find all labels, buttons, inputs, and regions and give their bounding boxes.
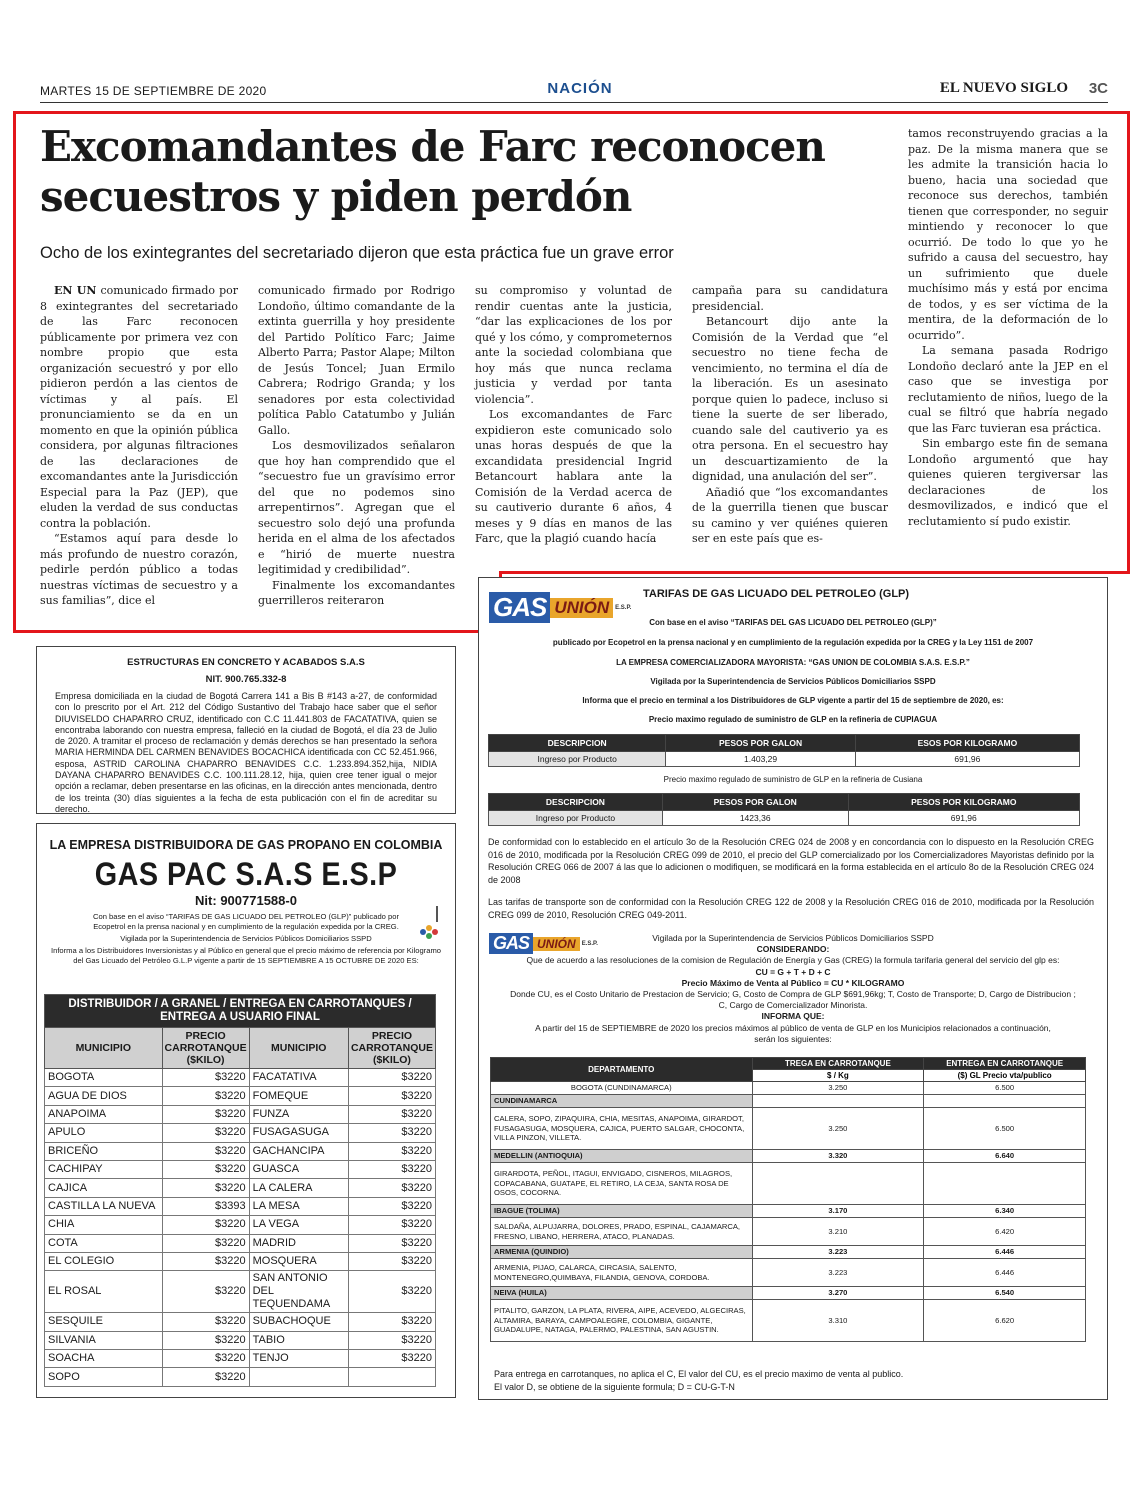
- table-row: [45, 1350, 436, 1368]
- paragraph: Betancourt dijo ante la Comisión de la Verdad que “el secuestro no tiene fecha de vencimiento, no termina el día de la liberación. Es un asesinato porque quien lo padece, incluso si tiene la suerte de ser liberado, cuando sale del cautiverio ya es otra persona. En el secuestro hay un descuartizamiento de la dignidad, una anulación del ser”.: [692, 315, 888, 483]
- price-cell: 6.446: [924, 1259, 1086, 1287]
- table-row: [45, 1313, 436, 1331]
- article-column-3: [475, 283, 672, 547]
- legal-notice-box: [36, 646, 456, 814]
- paragraph: campaña para su candidatura presidencial.: [692, 284, 888, 313]
- department-cell: ARMENIA (QUINDIO): [491, 1246, 753, 1259]
- municipio-cell: EL ROSAL: [45, 1271, 163, 1313]
- price-cell: [924, 1095, 1086, 1108]
- price-cell: $3220: [162, 1350, 249, 1368]
- table-row: [491, 1300, 1086, 1342]
- table-row: [45, 1087, 436, 1105]
- price-cell: 3.270: [752, 1287, 924, 1300]
- glp-line-1: Con base en el aviso “TARIFAS DEL GAS LICUADO DEL PETROLEO (GLP)”: [649, 618, 937, 627]
- municipio-cell: SOACHA: [45, 1350, 163, 1368]
- masthead-section: NACIÓN: [547, 80, 613, 97]
- glp-line-2: publicado por Ecopetrol en la prensa nacional y en cumplimiento de la regulación expedida por la CREG y la Ley 1151 de 2007: [552, 638, 1034, 647]
- municipio-cell: APULO: [45, 1124, 163, 1142]
- department-cell: MEDELLIN (ANTIOQUIA): [491, 1150, 753, 1163]
- price-cell: 3.250: [752, 1082, 924, 1095]
- municipio-cell: SUBACHOQUE: [249, 1313, 348, 1331]
- table-row: [491, 1163, 1086, 1205]
- masthead-paper: EL NUEVO SIGLO: [939, 80, 1068, 96]
- glp-line-3: LA EMPRESA COMERCIALIZADORA MAYORISTA: “GAS UNION DE COLOMBIA S.A.S. E.S.P.”: [616, 658, 970, 667]
- table-row: [491, 1259, 1086, 1287]
- price-cell: $3220: [162, 1368, 249, 1386]
- price-cell: $3220: [348, 1271, 435, 1313]
- price-cell: 3.170: [752, 1205, 924, 1218]
- department-cell: GIRARDOTA, PEÑOL, ITAGUI, ENVIGADO, CISNEROS, MILAGROS, COPACABANA, GUATAPE, EL RETIRO, LA CEJA, SANTA ROSA DE OSOS, COCORNA.: [491, 1163, 753, 1205]
- table-row: [491, 1095, 1086, 1108]
- notice-title: ESTRUCTURAS EN CONCRETO Y ACABADOS S.A.S: [127, 657, 365, 668]
- price-cell: $3220: [162, 1160, 249, 1178]
- price-cell: $3220: [348, 1142, 435, 1160]
- price-cell: [924, 1163, 1086, 1205]
- department-cell: BOGOTA (CUNDINAMARCA): [491, 1082, 753, 1095]
- municipio-cell: ANAPOIMA: [45, 1105, 163, 1123]
- municipio-cell: FOMEQUE: [249, 1087, 348, 1105]
- glp-line-6: Precio maximo regulado de suministro de GLP en la refineria de CUPIAGUA: [648, 715, 938, 724]
- masthead-page: 3C: [1088, 80, 1108, 97]
- price-cell: $3220: [348, 1350, 435, 1368]
- table-row: [45, 1216, 436, 1234]
- table-row: [45, 1234, 436, 1252]
- paragraph: Añadió que “los excomandantes de la guerrilla tienen que buscar su camino y ver quiénes quieren ser en este país que es-: [692, 485, 888, 545]
- price-cell: 6.420: [924, 1218, 1086, 1246]
- glp-footnote: Para entrega en carrotanques, no aplica el C, El valor del CU, es el precio maximo de venta al publico. El valor D, se obtiene de la siguiente formula; D = CU-G-T-N: [494, 1369, 904, 1392]
- masthead-rule: [40, 102, 1108, 103]
- municipio-cell: GACHANCIPA: [249, 1142, 348, 1160]
- municipio-cell: SAN ANTONIO DEL TEQUENDAMA: [249, 1271, 348, 1313]
- municipio-cell: AGUA DE DIOS: [45, 1087, 163, 1105]
- gaspac-table-title: DISTRIBUIDOR / A GRANEL / ENTREGA EN CARROTANQUES / ENTREGA A USUARIO FINAL: [45, 995, 436, 1028]
- municipio-cell: CAJICA: [45, 1179, 163, 1197]
- price-cell: $3220: [348, 1252, 435, 1270]
- price-cell: $3220: [348, 1234, 435, 1252]
- price-cell: $3220: [162, 1252, 249, 1270]
- column-header-municipio: MUNICIPIO: [45, 1028, 163, 1069]
- table-row: [491, 1287, 1086, 1300]
- table-row: [45, 1160, 436, 1178]
- municipio-cell: BRICEÑO: [45, 1142, 163, 1160]
- price-cell: 3.210: [752, 1218, 924, 1246]
- glp-paragraph-1: De conformidad con lo establecido en el artículo 3o de la Resolución CREG 024 de 2008 y en concordancia con lo dispuesto en la Resolución CREG 016 de 2010, modificada por la Resolución CREG 099 de 2010, el precio del GLP comercializado por los Comercializadores Mayoristas definido por la Resolución CREG 066 de 2007 á las que lo adicionen o modifiquen, se modificará en la forma establecida en el artículo 8o de la Resolución CREG 024 de 2008: [488, 837, 1094, 885]
- gas-union-logo: GAS UNIÓN E.S.P.: [489, 592, 631, 623]
- paragraph: comunicado firmado por Rodrigo Londoño, último comandante de la extinta guerrilla y hoy presidente del Partido Político Farc; Jaime Alberto Parra; Pastor Alape; Milton de Jesús Toncel; Juan Ermilo Cabrera; Rodrigo Granda; y los senadores por esta colectividad política Pablo Catatumbo y Julián Gallo.: [258, 284, 455, 437]
- gaspac-text-3: Informa a los Distribuidores Inversionistas y al Público en general que el precio máximo de referencia por Kilogramo del Gas Licuado del Petróleo G.L.P vigente a partir de 15 SEPTIEMBRE A 15 OCTUBRE DE 2020 ES:: [50, 946, 441, 965]
- table-row: [45, 1331, 436, 1349]
- department-cell: IBAGUE (TOLIMA): [491, 1205, 753, 1218]
- price-cell: $3220: [162, 1234, 249, 1252]
- department-cell: SALDAÑA, ALPUJARRA, DOLORES, PRADO, ESPINAL, CAJAMARCA, FRESNO, LIBANO, HERRERA, ATACO, PLANADAS.: [491, 1218, 753, 1246]
- price-cell: $3220: [162, 1331, 249, 1349]
- price-cell: 6.500: [924, 1108, 1086, 1150]
- price-cell: $3220: [162, 1087, 249, 1105]
- price-cell: $3220: [348, 1069, 435, 1087]
- department-cell: NEIVA (HUILA): [491, 1287, 753, 1300]
- price-cell: $3220: [162, 1105, 249, 1123]
- municipio-cell: TENJO: [249, 1350, 348, 1368]
- municipio-cell: LA VEGA: [249, 1216, 348, 1234]
- price-cell: $3220: [162, 1216, 249, 1234]
- column-header-precio: PRECIO CARROTANQUE ($KILO): [348, 1028, 435, 1069]
- municipio-cell: COTA: [45, 1234, 163, 1252]
- price-cell: $3220: [348, 1160, 435, 1178]
- table-row: [491, 1218, 1086, 1246]
- article-subhead: Ocho de los exintegrantes del secretariado dijeron que esta práctica fue un grave error: [40, 244, 674, 262]
- price-cell: 3.250: [752, 1108, 924, 1150]
- price-cell: $3393: [162, 1197, 249, 1215]
- paragraph: su compromiso y voluntad de rendir cuentas ante la justicia, “dar las explicaciones de los por qué y los cómo, y comprometernos ante la sociedad colombiana que hoy más que nunca reclama justicia y verdad por tanta violencia”.: [475, 284, 672, 406]
- price-cell: 6.446: [924, 1246, 1086, 1259]
- price-cell: 3.320: [752, 1150, 924, 1163]
- municipio-cell: MADRID: [249, 1234, 348, 1252]
- municipio-cell: [249, 1368, 348, 1386]
- price-cell: $3220: [348, 1313, 435, 1331]
- price-cell: $3220: [162, 1313, 249, 1331]
- municipio-cell: MOSQUERA: [249, 1252, 348, 1270]
- municipio-cell: TABIO: [249, 1331, 348, 1349]
- price-cell: [752, 1095, 924, 1108]
- municipio-cell: SOPO: [45, 1368, 163, 1386]
- gaspac-ad-box: [36, 823, 456, 1398]
- price-cell: $3220: [162, 1069, 249, 1087]
- municipio-cell: BOGOTA: [45, 1069, 163, 1087]
- municipio-cell: FUSAGASUGA: [249, 1124, 348, 1142]
- glp-title: TARIFAS DE GAS LICUADO DEL PETROLEO (GLP): [643, 588, 910, 600]
- paragraph: La semana pasada Rodrigo Londoño declaró ante la JEP en el caso que se investiga por reclutamiento de niños, luego de la cual se filtró que habría negado que las Farc tuvieran esa práctica.: [908, 344, 1108, 435]
- price-cell: $3220: [162, 1271, 249, 1313]
- price-cell: $3220: [162, 1179, 249, 1197]
- column-header-municipio: MUNICIPIO: [249, 1028, 348, 1069]
- price-cell: 6.340: [924, 1205, 1086, 1218]
- paragraph: tamos reconstruyendo gracias a la paz. De la misma manera que se les admite la transición hacia lo bueno, hacia una sociedad que reconoce sus derechos, también tienen que corresponder, no seguir mintiendo y reconocer lo que ocurrió. De todo lo que yo he sufrido a causa del secuestro, hay un sufrimiento que duele muchísimo más y está por encima de todos, y es ser víctima de la mentira, de la deformación de lo ocurrido”.: [908, 127, 1108, 342]
- article-column-2: [258, 283, 455, 609]
- cupiagua-price-table: DESCRIPCION PESOS POR GALON ESOS POR KILOGRAMO Ingreso por Producto 1.403,29 691,96: [488, 734, 1080, 767]
- price-cell: $3220: [348, 1216, 435, 1234]
- department-cell: CALERA, SOPO, ZIPAQUIRA, CHIA, MESITAS, ANAPOIMA, GIRARDOT, FUSAGASUGA, MOSQUERA, CAJICA, PUERTO SALGAR, CHOCONTA, VILLA PINZON, VILLETA.: [491, 1108, 753, 1150]
- table-row: [491, 1205, 1086, 1218]
- table-row: [491, 1150, 1086, 1163]
- gaspac-price-table: [44, 994, 436, 1387]
- department-price-table: DEPARTAMENTO TREGA EN CARROTANQUE ENTREGA EN CARROTANQUE $ / Kg ($) GL Precio vta/publico BOGOTA (CUNDINAMARCA) 3.250 6.500 CUNDINAMARCA CALERA, SOPO, ZIPAQUIRA, CHIA, MESITAS, ANAPOIMA, GIRARDOT, FUSAGASUGA, MOSQUERA, CAJICA, PUERTO SALGAR, CHOCONTA, VILLA PINZON, VILLETA. 3.250 6.500 MEDELLIN (ANTIOQUIA) 3.320 6.640 GIRARDOTA, PEÑOL, ITAGUI, ENVIGADO, CISNEROS, MILAGROS, COPACABANA, GUATAPE, EL RETIRO, LA CEJA, SANTA ROSA DE OSOS, COCORNA. IBAGUE (TOLIMA) 3.170 6.340 SALDAÑA, ALPUJARRA, DOLORES, PRADO, ESPINAL, CAJAMARCA, FRESNO, LIBANO, HERRERA, ATACO, PLANADAS. 3.210 6.420 ARMENIA (QUINDIO) 3.223 6.446 ARMENIA, PIJAO, CALARCA, CIRCASIA, SALENTO, MONTENEGRO,QUIMBAYA, FILANDIA, GENOVA, CORDOBA. 3.223 6.446 NEIVA (HUILA) 3.270 6.540 PITALITO, GARZON, LA PLATA, RIVERA, AIPE, ACEVEDO, ALGECIRAS, ALTAMIRA, BARAYA, CAMPOALEGRE, COLOMBIA, GIGANTE, GUADALUPE, NATAGA, PALERMO, PALESTINA, SAN AGUSTIN. 3.310 6.620: [490, 1057, 1086, 1342]
- table-row: [45, 1105, 436, 1123]
- price-cell: 3.223: [752, 1246, 924, 1259]
- municipio-cell: CACHIPAY: [45, 1160, 163, 1178]
- table-row: [491, 1108, 1086, 1150]
- gaspac-text-2: Vigilada por la Superintendencia de Servicios Públicos Domiciliarios SSPD: [120, 934, 372, 943]
- paragraph: Finalmente los excomandantes guerrilleros reiteraron: [258, 578, 455, 607]
- price-cell: $3220: [348, 1087, 435, 1105]
- table-row: [45, 1252, 436, 1270]
- price-cell: [348, 1368, 435, 1386]
- paragraph: Los excomandantes de Farc expidieron este comunicado solo unas horas después de que la excandidata presidencial Ingrid Betancourt hablara ante la Comisión de la Verdad acerca de su cautiverio durante 6 años, 4 meses y 9 días en manos de las Farc, que la plagió cuando hacía: [475, 408, 672, 545]
- municipio-cell: EL COLEGIO: [45, 1252, 163, 1270]
- price-cell: $3220: [348, 1331, 435, 1349]
- municipio-cell: CASTILLA LA NUEVA: [45, 1197, 163, 1215]
- municipio-cell: FUNZA: [249, 1105, 348, 1123]
- glp-paragraph-2: Las tarifas de transporte son de conformidad con la Resolución CREG 122 de 2008 y la Resolución CREG 016 de 2010, modificada por la Resolución CREG 099 de 2010, Resolución CREG 049-2011.: [488, 897, 1094, 920]
- paragraph: “Estamos aquí para desde lo más profundo de nuestro corazón, pedirle perdón público a todas nuestras víctimas de secuestro y a sus familias”, dice el: [40, 532, 238, 607]
- municipio-cell: CHIA: [45, 1216, 163, 1234]
- article-column-5: [908, 126, 1108, 529]
- paragraph: Los desmovilizados señalaron que hoy han comprendido que el “secuestro fue un gravísimo error del que no podemos sino arrepentirnos”. Agregan que el secuestro solo dejó una profunda herida en el alma de los afectados e “hirió de muerte nuestra legitimidad y credibilidad”.: [258, 439, 455, 576]
- table-row: [45, 1368, 436, 1386]
- municipio-cell: LA CALERA: [249, 1179, 348, 1197]
- department-cell: PITALITO, GARZON, LA PLATA, RIVERA, AIPE, ACEVEDO, ALGECIRAS, ALTAMIRA, BARAYA, CAMPOALEGRE, COLOMBIA, GIGANTE, GUADALUPE, NATAGA, PALERMO, PALESTINA, SAN AGUSTIN.: [491, 1300, 753, 1342]
- price-cell: $3220: [348, 1124, 435, 1142]
- table-row: [491, 1246, 1086, 1259]
- supervision-logo-icon: [415, 906, 441, 942]
- gaspac-nit: Nit: 900771588-0: [195, 893, 297, 908]
- department-cell: ARMENIA, PIJAO, CALARCA, CIRCASIA, SALENTO, MONTENEGRO,QUIMBAYA, FILANDIA, GENOVA, CORDOBA.: [491, 1259, 753, 1287]
- notice-body: Empresa domiciliada en la ciudad de Bogotá Carrera 141 a Bis B #143 a-27, de conformidad con lo prescrito por el Art. 212 del Código Sustantivo del Trabajo hace saber que el señor DIUVISELDO CHAPARRO CRUZ, identificado con C.C 11.441.803 de FACATATIVA, quien se encontraba laborando con nuestra empresa, falleció en la ciudad de Bogotá, el día 23 de Julio de 2020. A tramitar el proceso de reclamación y demás derechos se han presentado la señora MARIA HERMINDA DEL CARMEN BENAVIDES BOCACHICA identificada con CC 52.451.966, esposa, ASTRID CAROLINA CHAPARRO BENAVIDES C.C. 1.233.894.352,hija, NIDIA DAYANA CHAPARRO BENAVIDES C.C. 100.111.28.12, hija, quien cree tener igual o mejor opción a reclamar, deben presentarse en las oficinas, en la dirección antes mencionada, dentro de los treinta (30) días siguientes a la fecha de esta publicación con el fin de acreditar su derecho.: [55, 691, 437, 814]
- price-cell: $3220: [162, 1142, 249, 1160]
- column-header-precio: PRECIO CARROTANQUE ($KILO): [162, 1028, 249, 1069]
- municipio-cell: FACATATIVA: [249, 1069, 348, 1087]
- masthead-date: MARTES 15 DE SEPTIEMBRE DE 2020: [40, 84, 267, 98]
- department-cell: CUNDINAMARCA: [491, 1095, 753, 1108]
- price-cell: $3220: [348, 1179, 435, 1197]
- table-row: [45, 1069, 436, 1087]
- price-cell: $3220: [162, 1124, 249, 1142]
- price-cell: [752, 1163, 924, 1205]
- cusiana-price-table: DESCRIPCION PESOS POR GALON PESOS POR KILOGRAMO Ingreso por Producto 1423,36 691,96: [488, 793, 1080, 826]
- price-cell: 3.223: [752, 1259, 924, 1287]
- gaspac-name: GAS PAC S.A.S E.S.P: [94, 856, 398, 892]
- price-cell: 6.640: [924, 1150, 1086, 1163]
- table-row: [45, 1179, 436, 1197]
- price-cell: 6.540: [924, 1287, 1086, 1300]
- table-row: [45, 1197, 436, 1215]
- gaspac-heading: LA EMPRESA DISTRIBUIDORA DE GAS PROPANO EN COLOMBIA: [49, 838, 443, 852]
- glp-line-4: Vigilada por la Superintendencia de Servicios Públicos Domiciliarios SSPD: [650, 677, 936, 686]
- price-cell: 6.500: [924, 1082, 1086, 1095]
- table-row: [491, 1082, 1086, 1095]
- glp-line-7: Precio maximo regulado de suministro de GLP en la refineria de Cusiana: [663, 775, 923, 784]
- municipio-cell: SILVANIA: [45, 1331, 163, 1349]
- table-row: [45, 1271, 436, 1313]
- municipio-cell: SESQUILE: [45, 1313, 163, 1331]
- glp-tariffs-box: [478, 577, 1108, 1400]
- lead-words: EN UN: [54, 284, 97, 297]
- article-headline: Excomandantes de Farc reconocen secuestros y piden perdón: [40, 122, 825, 221]
- glp-considerando-block: Vigilada por la Superintendencia de Servicios Públicos Domiciliarios SSPD CONSIDERANDO: Que de acuerdo a las resoluciones de la comision de Regulación de Energía y Gas (CREG) la formula tarifaria general del servicio del glp es: CU = G + T + D + C Precio Máximo de Venta al Público = CU * KILOGRAMO Donde CU, es el Costo Unitario de Prestacion de Servicio; G, Costo de Compra de GLP $691,96kg; T, Costo de Transporte; D, Cargo de Distribucion ; C, Cargo de Comercializador Minorista. INFORMA QUE: A partir del 15 de SEPTIEMBRE de 2020 los precios máximos al público de venta de GLP en los Municipios relacionados a continuación, serán los siguientes:: [510, 933, 1076, 1044]
- price-cell: $3220: [348, 1197, 435, 1215]
- paragraph: Sin embargo este fin de semana Londoño argumentó que hay quienes quieren tergiversar las declaraciones de los desmovilizados, e indicó que el reclutamiento sí pudo existir.: [908, 437, 1108, 528]
- article-column-1: [40, 283, 238, 609]
- price-cell: 6.620: [924, 1300, 1086, 1342]
- price-cell: 3.310: [752, 1300, 924, 1342]
- price-cell: $3220: [348, 1105, 435, 1123]
- municipio-cell: GUASCA: [249, 1160, 348, 1178]
- gas-union-logo-small: GAS UNIÓN E.S.P.: [489, 933, 598, 954]
- paragraph: EN UN comunicado firmado por 8 exintegrantes del secretariado de las Farc reconocen públicamente por primera vez con nombre propio que esta organización secuestró y por ello pidieron perdón a las cientos de víctimas y al país. El pronunciamiento se da en un momento en que la opinión pública considera, por algunas filtraciones de las declaraciones de excomandantes ante la Jurisdicción Especial para la Paz (JEP), que eluden la verdad de sus conductas contra la población.: [40, 284, 238, 530]
- municipio-cell: LA MESA: [249, 1197, 348, 1215]
- gaspac-text-1: Con base en el aviso “TARIFAS DE GAS LICUADO DEL PETROLEO (GLP)” publicado por Ecopetrol en la prensa nacional y en cumplimiento de la regulación expedida por la CREG.: [93, 912, 399, 931]
- table-row: [45, 1142, 436, 1160]
- glp-line-5: Informa que el precio en terminal a los Distribuidores de GLP vigente a partir del 15 de septiembre de 2020, es:: [582, 696, 1004, 705]
- notice-nit: NIT. 900.765.332-8: [205, 674, 287, 685]
- article-column-4: [692, 283, 888, 547]
- highlight-frame-step: [499, 571, 1130, 574]
- table-row: [45, 1124, 436, 1142]
